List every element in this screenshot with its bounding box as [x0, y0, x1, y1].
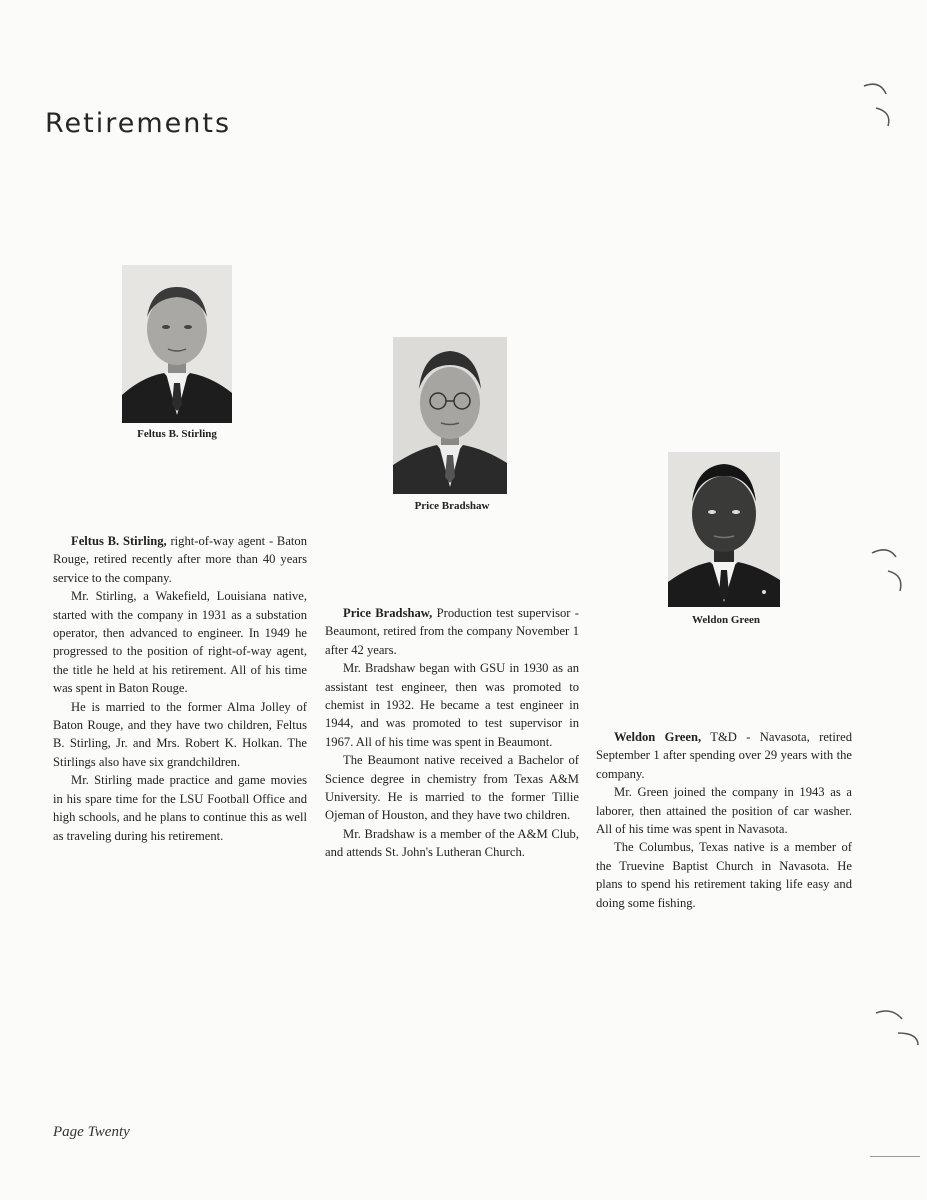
article-paragraph: He is married to the former Alma Jolley of Baton Rouge, and they have two children, Feltus B. Stirling, Jr. and Mrs. Robert K. Holkan. The Stirlings also have six grandchildren.	[53, 699, 307, 769]
bottom-rule	[870, 1156, 920, 1157]
page-number-footer: Page Twenty	[53, 1124, 130, 1140]
photo-caption: Weldon Green	[692, 614, 760, 626]
article-column-bradshaw	[325, 604, 579, 862]
page-title: Retirements	[45, 108, 232, 139]
lead-text: T&D - Navasota, retired September 1 after spending over 29 years with the company.	[596, 730, 852, 781]
binder-hole-mark-middle	[868, 545, 912, 595]
person-name: Weldon Green,	[614, 730, 702, 744]
article-lead-paragraph	[596, 728, 852, 783]
article-lead-paragraph	[325, 604, 579, 659]
article-lead-paragraph	[53, 532, 307, 587]
person-name: Price Bradshaw,	[343, 606, 433, 620]
person-name: Feltus B. Stirling,	[71, 534, 167, 548]
article-column-green	[596, 728, 852, 912]
article-column-stirling	[53, 532, 307, 845]
lead-text: right-of-way agent - Baton Rouge, retired recently after more than 40 years service to the company.	[53, 534, 307, 585]
article-paragraph: The Beaumont native received a Bachelor of Science degree in chemistry from Texas A&M University. He is married to the former Tillie Ojeman of Houston, and they have two children.	[325, 753, 579, 823]
article-paragraph: The Columbus, Texas native is a member of the Truevine Baptist Church in Navasota. He plans to spend his retirement taking life easy and doing some fishing.	[596, 840, 852, 910]
article-paragraph: Mr. Bradshaw began with GSU in 1930 as an assistant test engineer, then was promoted to chemist in 1932. He became a test engineer in 1944, and was promoted to test supervisor in 1967. All of his time was spent in Beaumont.	[325, 661, 579, 749]
portrait-photo-stirling	[122, 265, 232, 423]
article-paragraph: Mr. Stirling, a Wakefield, Louisiana native, started with the company in 1931 as a substation operator, then advanced to engineer. In 1949 he progressed to the position of right-of-way agent, the title he held at his retirement. All of his time was spent in Baton Rouge.	[53, 589, 307, 696]
portrait-photo-green	[668, 452, 780, 607]
portrait-photo-bradshaw	[393, 337, 507, 494]
lead-text: Production test supervisor - Beaumont, retired from the company November 1 after 42 years.	[325, 606, 580, 657]
photo-caption: Price Bradshaw	[414, 500, 490, 512]
photo-caption: Feltus B. Stirling	[137, 428, 217, 440]
article-paragraph: Mr. Green joined the company in 1943 as a laborer, then attained the position of car washer. All of his time was spent in Navasota.	[596, 785, 852, 837]
article-paragraph: Mr. Bradshaw is a member of the A&M Club, and attends St. John's Lutheran Church.	[325, 826, 579, 860]
binder-hole-mark-top	[858, 80, 898, 130]
binder-hole-mark-bottom	[872, 1005, 922, 1055]
article-paragraph: Mr. Stirling made practice and game movies in his spare time for the LSU Football Office and high schools, and he plans to continue this as well as traveling during his retirement.	[53, 773, 307, 843]
